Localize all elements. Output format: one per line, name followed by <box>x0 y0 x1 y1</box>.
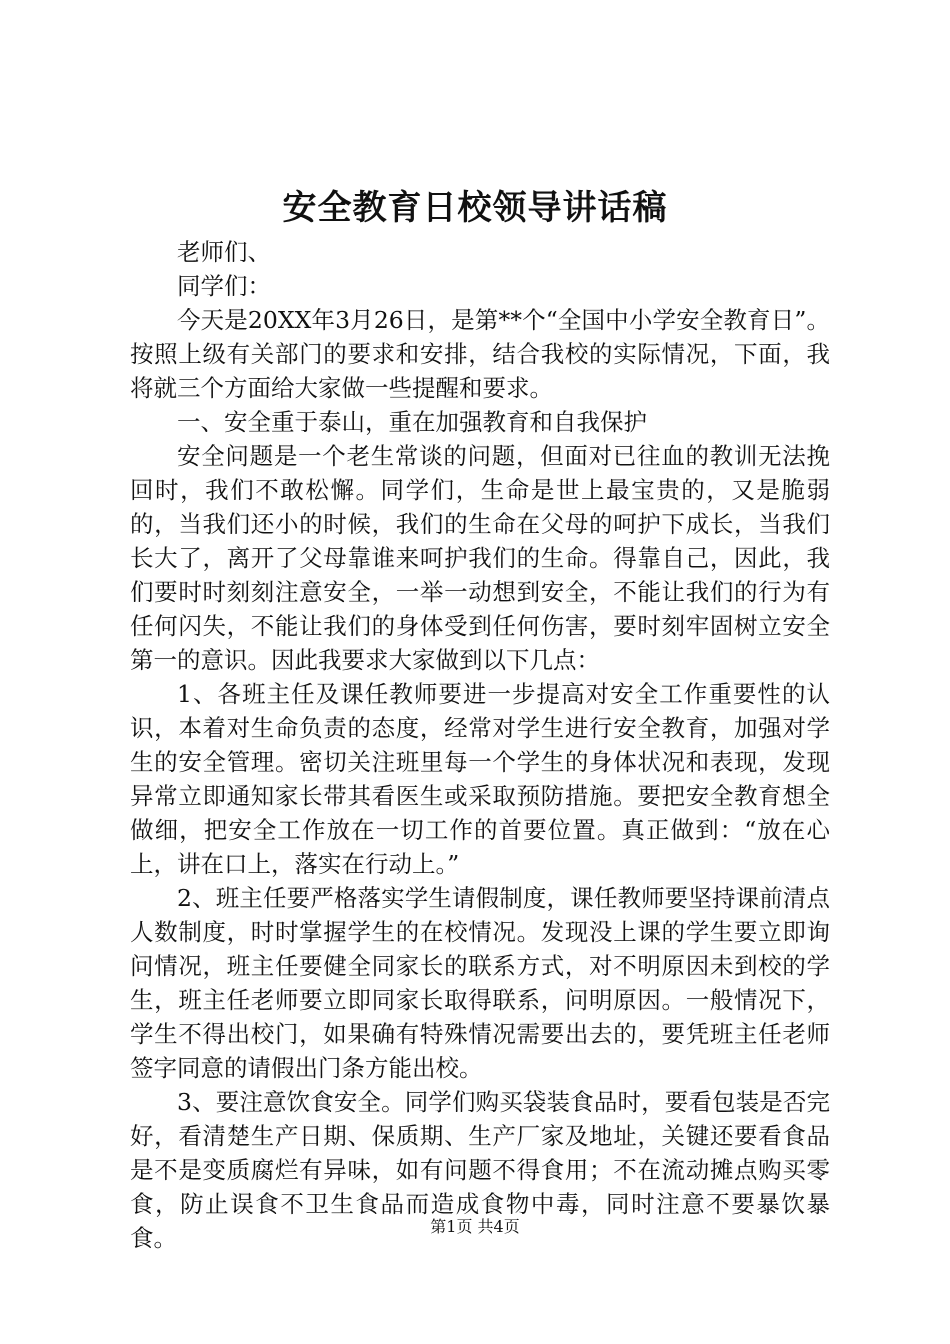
document-body <box>130 235 830 1255</box>
salutation-students: 同学们： <box>177 272 271 300</box>
document-title: 安全教育日校领导讲话稿 <box>282 188 668 228</box>
list-item-1: 1、各班主任及课任教师要进一步提高对安全工作重要性的认识，本着对生命负责的态度，经常对学生进行安全教育，加强对学生的安全管理。密切关注班里每一个学生的身体状况和表现，发现异常立即通知家长带其看医生或采取预防措施。要把安全教育想全做细，把安全工作放在一切工作的首要位置。真正做到：“放在心上，讲在口上，落实在行动上。” <box>130 680 830 878</box>
list-item-2: 2、班主任要严格落实学生请假制度，课任教师要坚持课前清点人数制度，时时掌握学生的在校情况。发现没上课的学生要立即询问情况，班主任要健全同家长的联系方式，对不明原因未到校的学生，班主任老师要立即同家长取得联系，问明原因。一般情况下，学生不得出校门，如果确有特殊情况需要出去的，要凭班主任老师签字同意的请假出门条方能出校。 <box>130 884 830 1082</box>
intro-paragraph: 今天是20XX年3月26日，是第**个“全国中小学安全教育日”。按照上级有关部门的要求和安排，结合我校的实际情况，下面，我将就三个方面给大家做一些提醒和要求。 <box>130 306 830 402</box>
salutation-teachers: 老师们、 <box>177 238 271 266</box>
list-item-3: 3、要注意饮食安全。同学们购买袋装食品时，要看包装是否完好，看清楚生产日期、保质期、生产厂家及地址，关键还要看食品是不是变质腐烂有异味，如有问题不得食用；不在流动摊点购买零食，防止误食不卫生食品而造成食物中毒，同时注意不要暴饮暴食。 <box>130 1088 830 1252</box>
section-heading-1: 一、安全重于泰山，重在加强教育和自我保护 <box>177 408 647 436</box>
body-paragraph: 安全问题是一个老生常谈的问题，但面对已往血的教训无法挽回时，我们不敢松懈。同学们，生命是世上最宝贵的，又是脆弱的，当我们还小的时候，我们的生命在父母的呵护下成长，当我们长大了，离开了父母靠谁来呵护我们的生命。得靠自己，因此，我们要时时刻刻注意安全，一举一动想到安全，不能让我们的行为有任何闪失，不能让我们的身体受到任何伤害，要时刻牢固树立安全第一的意识。因此我要求大家做到以下几点： <box>130 442 830 674</box>
page-number-footer: 第1页 共4页 <box>430 1217 520 1236</box>
